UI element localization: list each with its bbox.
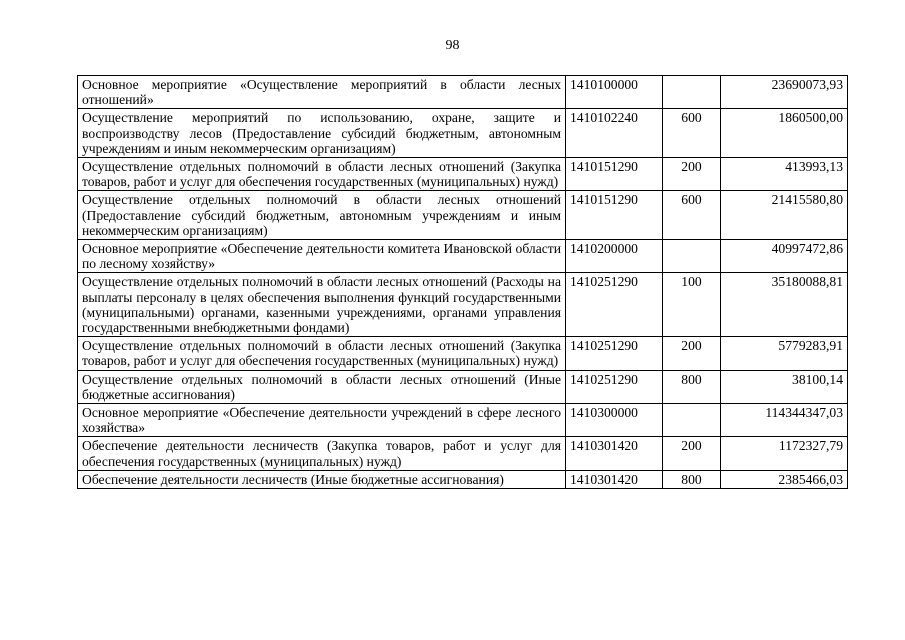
row-type: 200 <box>663 158 721 191</box>
row-code: 1410100000 <box>566 76 663 109</box>
row-name: Основное мероприятие «Осуществление мероприятий в области лесных отношений» <box>78 76 566 109</box>
row-type: 200 <box>663 337 721 370</box>
budget-table <box>77 75 848 489</box>
table-row <box>78 370 848 403</box>
row-type: 600 <box>663 191 721 240</box>
row-code: 1410251290 <box>566 337 663 370</box>
row-type: 200 <box>663 437 721 470</box>
row-amount: 35180088,81 <box>721 273 848 337</box>
row-code: 1410200000 <box>566 240 663 273</box>
row-name: Осуществление отдельных полномочий в области лесных отношений (Закупка товаров, работ и услуг для обеспечения государственных (муниципальных) нужд) <box>78 158 566 191</box>
row-amount: 114344347,03 <box>721 404 848 437</box>
row-type: 800 <box>663 470 721 488</box>
table-row <box>78 337 848 370</box>
row-amount: 413993,13 <box>721 158 848 191</box>
row-name: Основное мероприятие «Обеспечение деятельности учреждений в сфере лесного хозяйства» <box>78 404 566 437</box>
row-amount: 21415580,80 <box>721 191 848 240</box>
row-type: 100 <box>663 273 721 337</box>
row-amount: 1860500,00 <box>721 109 848 158</box>
table-row <box>78 109 848 158</box>
row-amount: 38100,14 <box>721 370 848 403</box>
row-name: Осуществление мероприятий по использованию, охране, защите и воспроизводству лесов (Предоставление субсидий бюджетным, автономным учреждениям и иным некоммерческим организациям) <box>78 109 566 158</box>
table-row <box>78 240 848 273</box>
row-name: Осуществление отдельных полномочий в области лесных отношений (Иные бюджетные ассигнования) <box>78 370 566 403</box>
table-row <box>78 437 848 470</box>
row-code: 1410151290 <box>566 191 663 240</box>
row-amount: 5779283,91 <box>721 337 848 370</box>
row-name: Обеспечение деятельности лесничеств (Закупка товаров, работ и услуг для обеспечения государственных (муниципальных) нужд) <box>78 437 566 470</box>
row-type: 600 <box>663 109 721 158</box>
table-row <box>78 273 848 337</box>
table-row <box>78 191 848 240</box>
row-code: 1410102240 <box>566 109 663 158</box>
row-amount: 40997472,86 <box>721 240 848 273</box>
row-name: Осуществление отдельных полномочий в области лесных отношений (Предоставление субсидий бюджетным, автономным учреждениям и иным некоммерческим организациям) <box>78 191 566 240</box>
row-amount: 23690073,93 <box>721 76 848 109</box>
row-name: Обеспечение деятельности лесничеств (Иные бюджетные ассигнования) <box>78 470 566 488</box>
row-amount: 1172327,79 <box>721 437 848 470</box>
row-type: 800 <box>663 370 721 403</box>
row-code: 1410251290 <box>566 273 663 337</box>
table-row <box>78 158 848 191</box>
table-row <box>78 76 848 109</box>
row-type <box>663 76 721 109</box>
row-type <box>663 240 721 273</box>
row-name: Осуществление отдельных полномочий в области лесных отношений (Расходы на выплаты персоналу в целях обеспечения выполнения функций государственными (муниципальными) органами, казенными учреждениями, органами управления государственными внебюджетными фондами) <box>78 273 566 337</box>
row-code: 1410300000 <box>566 404 663 437</box>
row-name: Основное мероприятие «Обеспечение деятельности комитета Ивановской области по лесному хозяйству» <box>78 240 566 273</box>
row-amount: 2385466,03 <box>721 470 848 488</box>
row-code: 1410301420 <box>566 470 663 488</box>
row-code: 1410301420 <box>566 437 663 470</box>
table-row <box>78 470 848 488</box>
row-name: Осуществление отдельных полномочий в области лесных отношений (Закупка товаров, работ и услуг для обеспечения государственных (муниципальных) нужд) <box>78 337 566 370</box>
row-code: 1410151290 <box>566 158 663 191</box>
row-code: 1410251290 <box>566 370 663 403</box>
page-number: 98 <box>445 38 460 53</box>
row-type <box>663 404 721 437</box>
table-row <box>78 404 848 437</box>
